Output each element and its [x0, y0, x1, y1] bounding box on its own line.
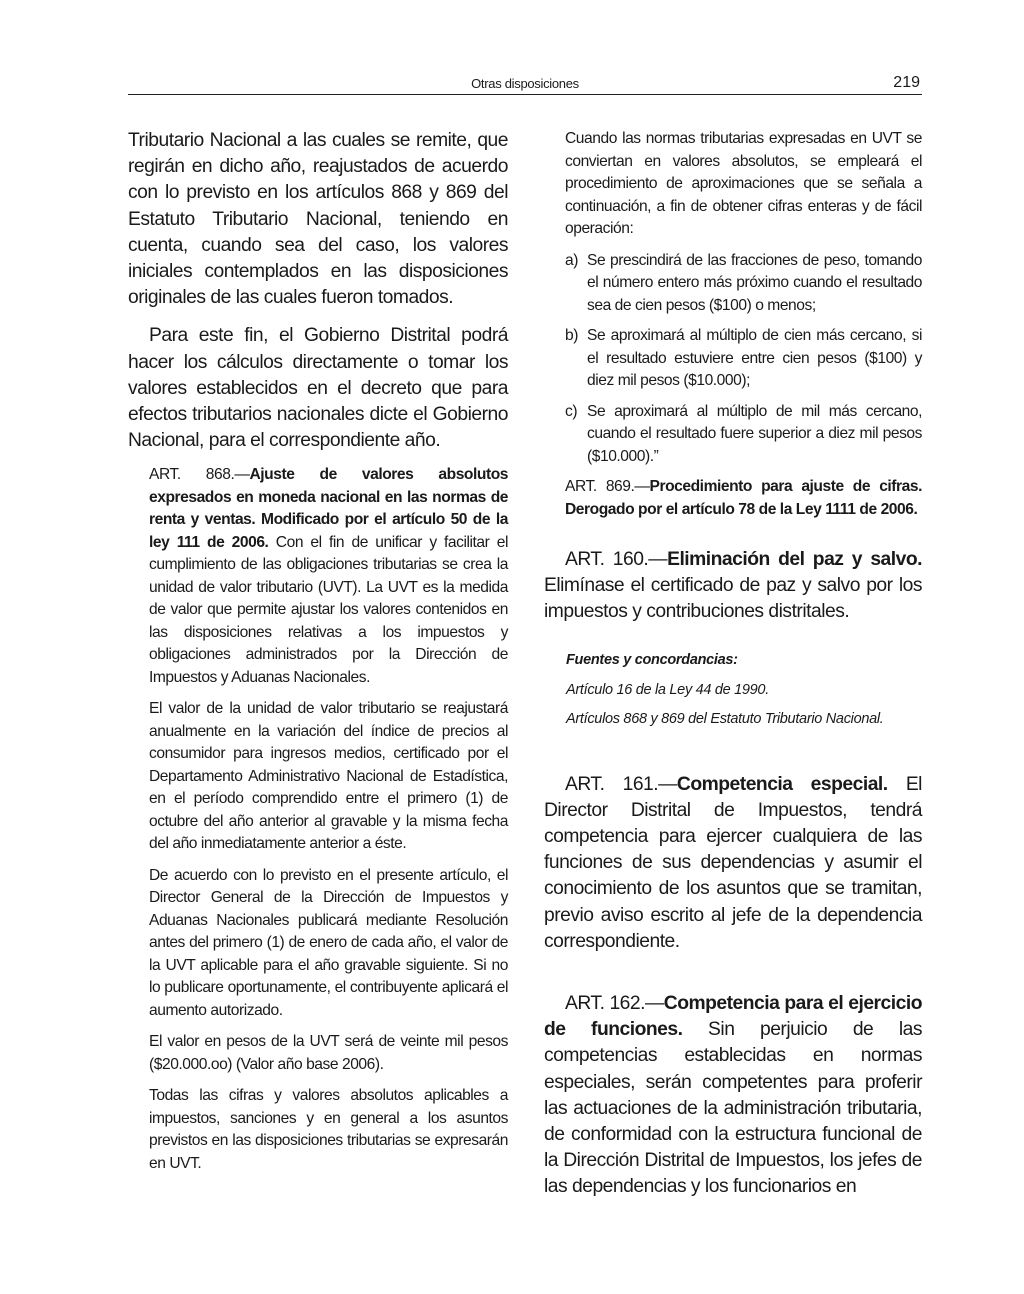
paragraph-director-general: De acuerdo con lo previsto en el presente artículo, el Director General de la Dirección de Impuestos y Aduanas Nacionales publicará mediante Resolución antes del primero (1) de enero de cada año, el valor de la UVT aplicable para el año gravable siguiente. Si no lo publicare oportunamente, el contribuyente aplicará el aumento autorizado.: [149, 866, 508, 1019]
article-162: [544, 991, 922, 1201]
list-item: [565, 325, 922, 393]
list-item-text: Se prescindirá de las fracciones de peso, tomando el número entero más próximo cuando el resultado sea de cien pesos ($100) o menos;: [587, 251, 922, 314]
article-869-prefix: ART. 869.—: [565, 478, 650, 495]
paragraph-cifras-uvt: Todas las cifras y valores absolutos aplicables a impuestos, sanciones y en general a los asuntos previstos en las disposiciones tributarias se expresarán en UVT.: [149, 1087, 508, 1172]
article-161-title: Competencia especial.: [676, 773, 888, 795]
article-162-title: Competencia para el ejercicio de funciones.: [544, 993, 922, 1041]
sources-block: [544, 652, 922, 734]
sources-title: Fuentes y concordancias:: [566, 651, 738, 668]
paragraph-uvt-reajuste: El valor de la unidad de valor tributario se reajustará anualmente en la variación del índice de precios al consumidor para ingresos medios, certificado por el Departamento Administrativo Nacional de Estadística, en el período comprendido entre el primero (1) de octubre del año anterior al gravable y la misma fecha del año inmediatamente anterior a éste.: [149, 700, 508, 853]
article-160-title: Eliminación del paz y salvo.: [667, 549, 922, 570]
paragraph-aproximaciones: Cuando las normas tributarias expresadas en UVT se conviertan en valores absolutos, se empleará el procedimiento de aproximaciones que se señala a continuación, a fin de obtener cifras enteras y de fácil operación:: [565, 130, 922, 237]
paragraph-continuation: Tributario Nacional a las cuales se remite, que regirán en dicho año, reajustados de acuerdo con lo previsto en los artículos 868 y 869 del Estatuto Tributario Nacional, teniendo en cuenta, cuando sea del caso, los valores iniciales contemplados en las disposiciones originales de las cuales fueron tomados.: [128, 130, 508, 309]
list-item: [565, 250, 922, 318]
article-868-title: Ajuste de valores absolutos expresados en moneda nacional en las normas de renta y ventas. Modificado por el artículo 50 de la ley 111 de 2006.: [149, 466, 508, 551]
article-868-text: Con el fin de unificar y facilitar el cumplimiento de las obligaciones tributarias se crea la unidad de valor tributario (UVT). La UVT es la medida de valor que permite ajustar los valores contenidos en las disposiciones relativas a los impuestos y obligaciones administrados por la Dirección de Impuestos y Aduanas Nacionales.: [149, 533, 508, 686]
article-868-prefix: ART. 868.—: [149, 466, 250, 484]
page-number: 219: [893, 74, 920, 91]
left-column: [128, 128, 508, 1175]
quoted-article-868: [128, 464, 508, 1175]
article-160-prefix: ART. 160.—: [565, 549, 668, 570]
header-section-title: Otras disposiciones: [471, 76, 579, 91]
list-item-label: a): [565, 251, 578, 269]
article-160-text: Elimínase el certificado de paz y salvo por los impuestos y contribuciones distritales.: [544, 575, 922, 623]
article-161-text: El Director Distrital de Impuestos, tendrá competencia para ejercer cualquiera de las funciones de sus dependencias y asumir el conocimiento de los asuntos que se tramitan, previo aviso escrito al jefe de la dependencia correspondiente.: [544, 773, 922, 952]
list-item-text: Se aproximará al múltiplo de mil más cercano, cuando el resultado fuere superior a diez mil pesos ($10.000).”: [587, 402, 922, 465]
paragraph-gobierno-distrital: Para este fin, el Gobierno Distrital podrá hacer los cálculos directamente o tomar los valores establecidos en el decreto que para efectos tributarios nacionales dicte el Gobierno Nacional, para el correspondiente año.: [128, 325, 508, 452]
quoted-continuation: [544, 128, 922, 241]
sources-list: [544, 676, 922, 734]
source-item: Artículos 868 y 869 del Estatuto Tributario Nacional.: [566, 710, 884, 727]
quoted-article-869: [544, 476, 922, 521]
list-item-text: Se aproximará al múltiplo de cien más cercano, si el resultado estuviere entre cien pesos ($100) y diez mil pesos ($10.000);: [587, 327, 922, 389]
paragraph-valor-uvt: El valor en pesos de la UVT será de veinte mil pesos ($20.000.oo) (Valor año base 2006).: [149, 1033, 508, 1073]
approximation-list: [544, 250, 922, 469]
source-item: Artículo 16 de la Ley 44 de 1990.: [566, 681, 769, 698]
article-161-prefix: ART. 161.—: [565, 773, 677, 795]
list-item-label: b): [565, 327, 578, 344]
list-item: [565, 401, 922, 469]
article-162-prefix: ART. 162.—: [565, 993, 664, 1015]
running-header: [128, 74, 922, 95]
article-869-title: Procedimiento para ajuste de cifras. Derogado por el artículo 78 de la Ley 1111 de 2006.: [565, 478, 922, 518]
article-869: [565, 476, 922, 521]
article-161: [544, 772, 922, 955]
list-item-label: c): [565, 402, 578, 420]
article-160: [544, 547, 922, 626]
article-868: [149, 464, 508, 689]
right-column: [544, 128, 922, 1201]
article-162-text: Sin perjuicio de las competencias establecidas en normas especiales, serán competentes para proferir las actuaciones de la administración tributaria, de conformidad con la estructura funcional de la Dirección Distrital de Impuestos, los jefes de las dependencias y los funcionarios en: [544, 1019, 922, 1198]
